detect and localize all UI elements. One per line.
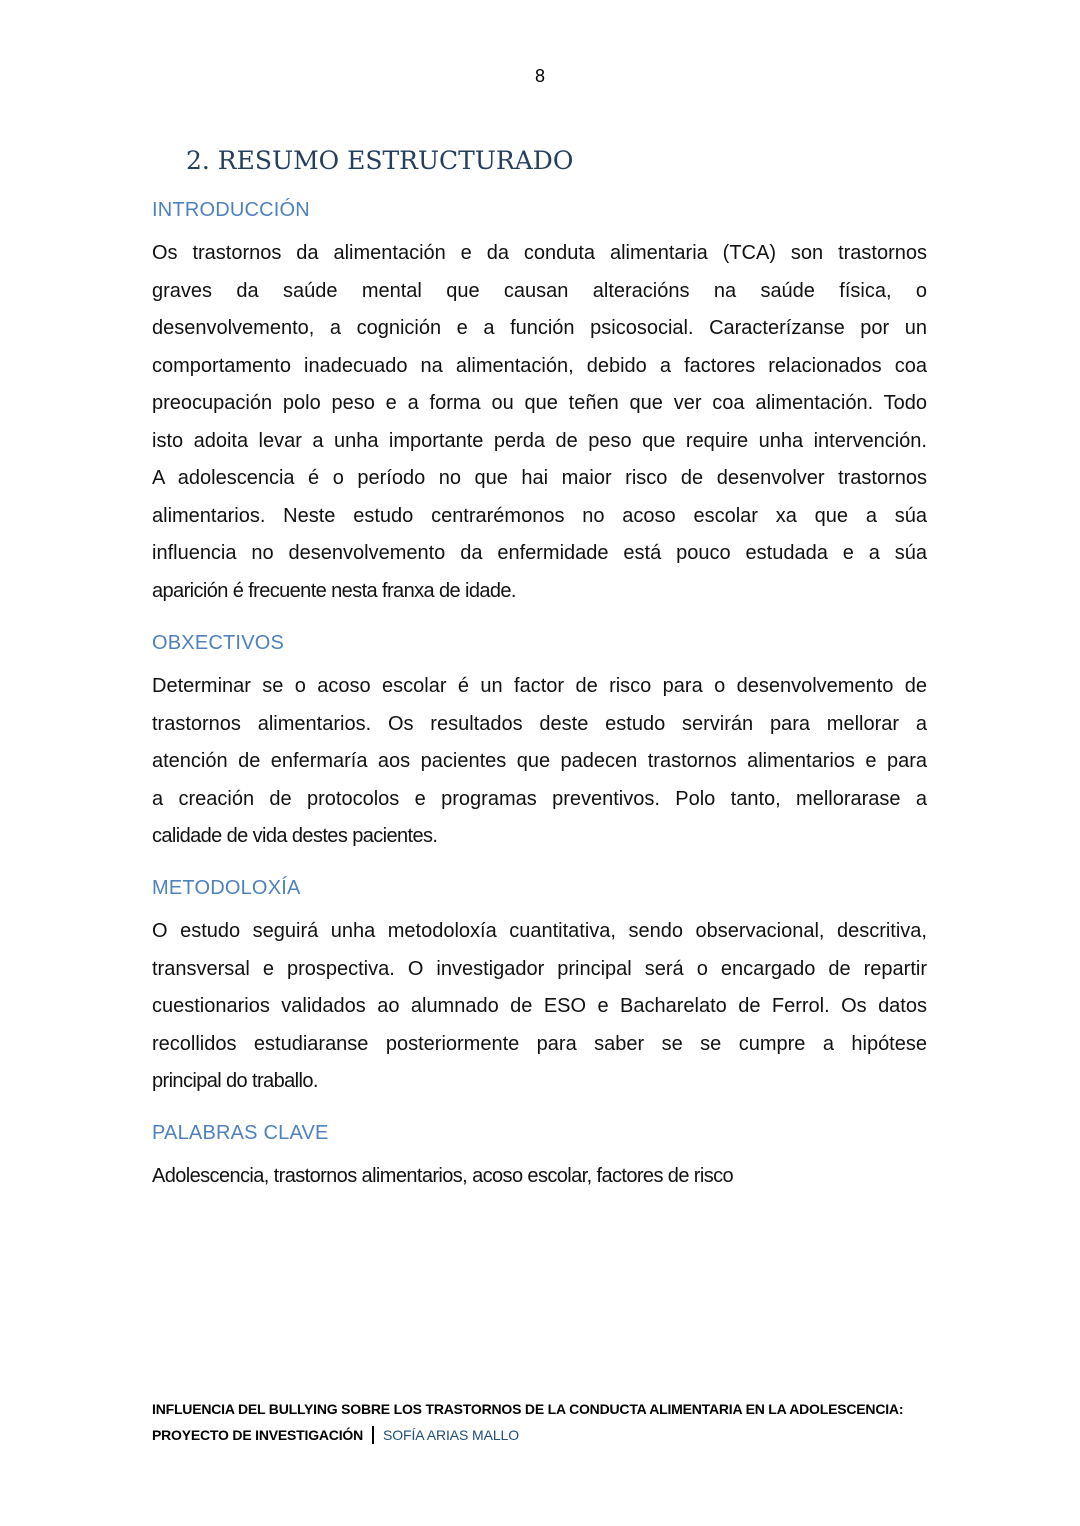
- text-line: atención de enfermaría aos pacientes que padecen trastornos alimentarios e para: [152, 750, 927, 772]
- text-line: A adolescencia é o período no que hai maior risco de desenvolver trastornos: [152, 467, 927, 489]
- text-line: desenvolvemento, a cognición e a función psicosocial. Caracterízanse por un: [152, 317, 927, 339]
- text-line: recollidos estudiaranse posteriormente para saber se se cumpre a hipótese: [152, 1032, 927, 1055]
- text-line: Determinar se o acoso escolar é un factor de risco para o desenvolvemento de: [152, 675, 927, 697]
- text-line: aparición é frecuente nesta franxa de idade.: [152, 579, 516, 602]
- page-footer: [152, 1396, 903, 1448]
- text-line: O estudo seguirá unha metodoloxía cuantitativa, sendo observacional, descritiva,: [152, 920, 927, 942]
- text-line: Os trastornos da alimentación e da conduta alimentaria (TCA) son trastornos: [152, 242, 927, 264]
- text-line: a creación de protocolos e programas preventivos. Polo tanto, mellorarase a: [152, 787, 927, 810]
- footer-title-line2-row: [152, 1422, 903, 1448]
- text-line: trastornos alimentarios. Os resultados deste estudo servirán para mellorar a: [152, 712, 927, 735]
- text-line: alimentarios. Neste estudo centrarémonos no acoso escolar xa que a súa: [152, 504, 927, 527]
- text-line: cuestionarios validados ao alumnado de ESO e Bacharelato de Ferrol. Os datos: [152, 995, 927, 1017]
- text-line: comportamento inadecuado na alimentación, debido a factores relacionados coa: [152, 354, 927, 377]
- chapter-title: 2. RESUMO ESTRUCTURADO: [186, 146, 574, 175]
- text-line: calidade de vida destes pacientes.: [152, 825, 438, 847]
- page-number: 8: [534, 66, 545, 86]
- text-line: graves da saúde mental que causan alteracións na saúde física, o: [152, 279, 927, 302]
- text-line: influencia no desenvolvemento da enfermidade está pouco estudada e a súa: [152, 542, 927, 564]
- section-heading-palabras-clave: PALABRAS CLAVE: [152, 1122, 329, 1144]
- text-line: transversal e prospectiva. O investigador principal será o encargado de repartir: [152, 957, 927, 980]
- section-heading-obxectivos: OBXECTIVOS: [152, 632, 285, 654]
- section-body-metodoloxia: [152, 913, 927, 1101]
- section-body-palabras-clave: [152, 1158, 927, 1196]
- footer-title-line1: INFLUENCIA DEL BULLYING SOBRE LOS TRASTORNOS DE LA CONDUCTA ALIMENTARIA EN LA ADOLESCENCIA:: [152, 1401, 904, 1417]
- text-line: preocupación polo peso e a forma ou que teñen que ver coa alimentación. Todo: [152, 392, 927, 414]
- footer-title-line2: PROYECTO DE INVESTIGACIÓN: [152, 1427, 363, 1443]
- section-heading-metodoloxia: METODOLOXÍA: [152, 877, 301, 899]
- keywords-line: Adolescencia, trastornos alimentarios, acoso escolar, factores de risco: [152, 1165, 734, 1187]
- text-line: isto adoita levar a unha importante perda de peso que require unha intervención.: [152, 429, 927, 452]
- footer-separator: [372, 1426, 374, 1444]
- section-heading-introduccion: INTRODUCCIÓN: [152, 199, 310, 221]
- section-body-obxectivos: [152, 668, 927, 856]
- text-line: principal do traballo.: [152, 1070, 318, 1092]
- footer-author: SOFÍA ARIAS MALLO: [383, 1427, 520, 1443]
- section-body-introduccion: [152, 235, 927, 610]
